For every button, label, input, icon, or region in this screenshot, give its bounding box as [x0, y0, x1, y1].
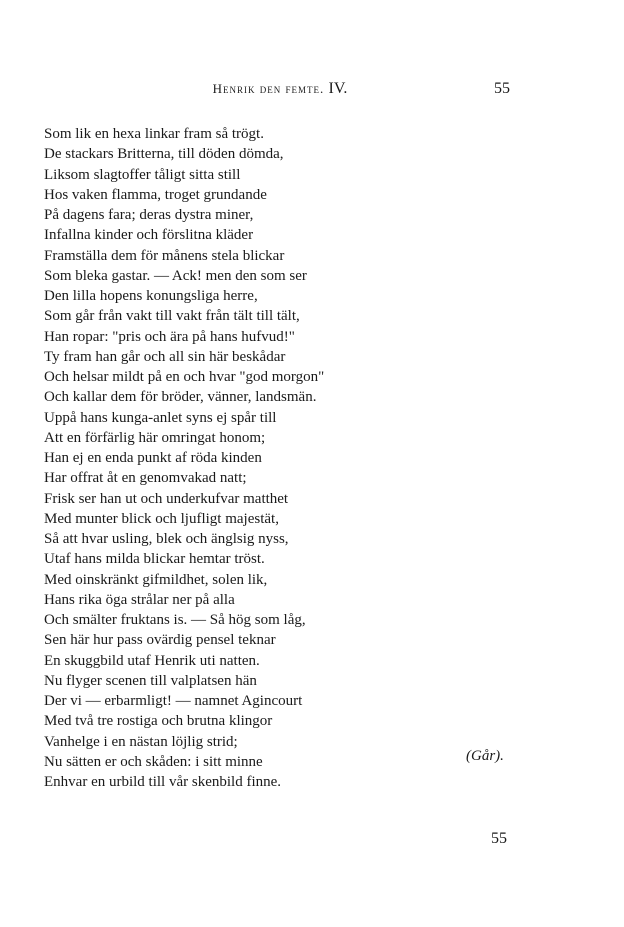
running-header: [0, 80, 560, 98]
poem-line: Har offrat åt en genomvakad natt;: [44, 470, 247, 487]
poem-line: Infallna kinder och förslitna kläder: [44, 227, 254, 244]
header-act-number: IV.: [328, 80, 348, 97]
poem-line: Och helsar mildt på en och hvar "god morgon": [44, 369, 325, 385]
page-number-top: 55: [494, 80, 510, 97]
poem-line: Sen här hur pass ovärdig pensel teknar: [44, 632, 276, 649]
poem-line: Hos vaken flamma, troget grundande: [44, 186, 267, 203]
poem-line: Liksom slagtoffer tåligt sitta still: [44, 166, 241, 183]
poem-line: Uppå hans kunga-anlet syns ej spår till: [44, 409, 277, 426]
poem-line: Hans rika öga strålar ner på alla: [44, 591, 235, 608]
poem-line: Han ej en enda punkt af röda kinden: [44, 450, 262, 466]
poem-line: Nu flyger scenen till valplatsen hän: [44, 672, 257, 689]
poem-line: Med munter blick och ljufligt majestät,: [44, 510, 279, 527]
poem-line: Som bleka gastar. — Ack! men den som ser: [44, 267, 307, 284]
poem-line: Med två tre rostiga och brutna klingor: [44, 713, 273, 730]
poem-line: Och kallar dem för bröder, vänner, landsmän.: [44, 389, 317, 406]
poem-line: En skuggbild utaf Henrik uti natten.: [44, 652, 260, 669]
poem-line: Att en förfärlig här omringat honom;: [44, 429, 266, 446]
poem-line: Frisk ser han ut och underkufvar matthet: [44, 490, 289, 507]
poem-body: [44, 124, 544, 792]
poem-line: Med oinskränkt gifmildhet, solen lik,: [44, 571, 268, 588]
poem-line: Och smälter fruktans is. — Så hög som låg,: [44, 612, 306, 628]
poem-line: Der vi — erbarmligt! — namnet Agincourt: [44, 693, 303, 709]
poem-line: Framställa dem för månens stela blickar: [44, 247, 285, 264]
stage-direction: (Går).: [466, 748, 504, 764]
poem-line: De stackars Britterna, till döden dömda,: [44, 146, 284, 163]
poem-line: Ty fram han går och all sin här beskådar: [44, 348, 286, 365]
poem-line: Vanhelge i en nästan löjlig strid;: [44, 733, 238, 750]
poem-line: Han ropar: "pris och ära på hans hufvud!": [44, 328, 295, 345]
poem-line: Utaf hans milda blickar hemtar tröst.: [44, 551, 265, 568]
poem-line: Som lik en hexa linkar fram så trögt.: [44, 126, 264, 142]
page-number-bottom: 55: [491, 830, 507, 847]
poem-line: Som går från vakt till vakt från tält till tält,: [44, 308, 300, 325]
poem-line: På dagens fara; deras dystra miner,: [44, 207, 254, 223]
poem-line: Så att hvar usling, blek och änglsig nyss,: [44, 531, 289, 547]
poem-line: Den lilla hopens konungsliga herre,: [44, 288, 258, 304]
header-title-text: Henrik den femte.: [212, 81, 325, 96]
poem-line: Enhvar en urbild till vår skenbild finne.: [44, 774, 282, 790]
poem-line: Nu sätten er och skåden: i sitt minne: [44, 753, 263, 770]
